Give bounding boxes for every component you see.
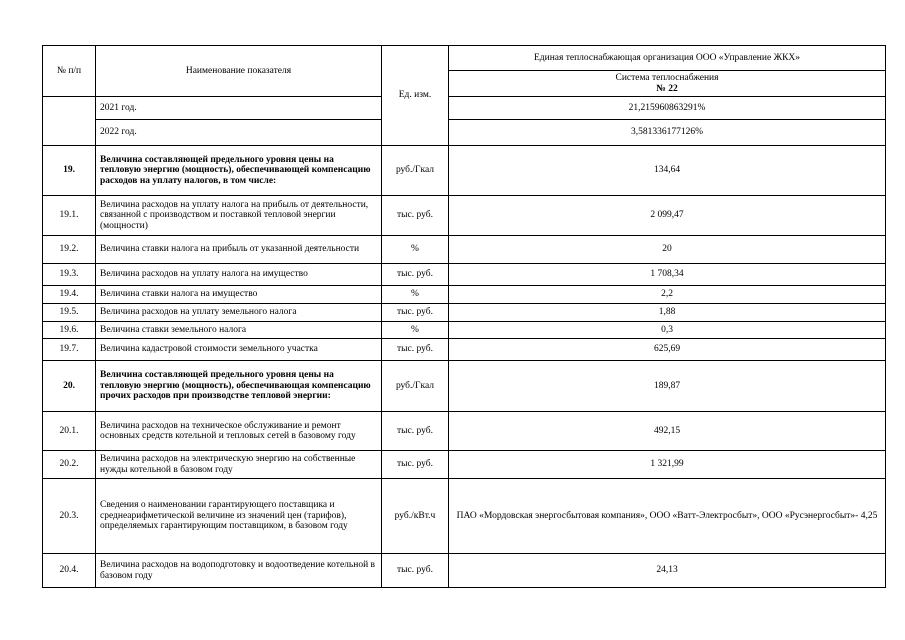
row-num: 20.2.	[43, 451, 96, 479]
row-unit: %	[382, 286, 449, 304]
table-row	[43, 412, 886, 451]
header-unit: Ед. изм.	[382, 46, 449, 146]
row-name: Величина расходов на электрическую энергию на собственные нужды котельной в базовом году	[96, 451, 382, 479]
header-name: Наименование показателя	[96, 46, 382, 97]
row-num: 19.4.	[43, 286, 96, 304]
row-name: Величина расходов на водоподготовку и водоотведение котельной в базовом году	[96, 554, 382, 588]
row-unit: тыс. руб.	[382, 554, 449, 588]
row-value: 1,88	[449, 304, 886, 322]
row-name: Сведения о наименовании гарантирующего поставщика и среднеарифметической величине из значений цен (тарифов), определяемых гарантирующим поставщиком, в базовом году	[96, 479, 382, 554]
header-system-line2: № 22	[656, 83, 678, 94]
row-num: 20.3.	[43, 479, 96, 554]
year-rows-num	[43, 97, 96, 146]
row-name: Величина расходов на уплату налога на имущество	[96, 264, 382, 286]
row-value: 2,2	[449, 286, 886, 304]
row-unit: тыс. руб.	[382, 339, 449, 361]
row-num: 19.2.	[43, 236, 96, 264]
row-name: Величина ставки налога на прибыль от указанной деятельности	[96, 236, 382, 264]
row-num: 20.1.	[43, 412, 96, 451]
row-num: 19.7.	[43, 339, 96, 361]
row-unit: тыс. руб.	[382, 451, 449, 479]
row-unit: тыс. руб.	[382, 304, 449, 322]
header-system	[449, 71, 886, 97]
row-unit: %	[382, 236, 449, 264]
row-value: 3,581336177126%	[449, 120, 886, 146]
row-value: 20	[449, 236, 886, 264]
row-num: 19.	[43, 146, 96, 196]
row-num: 19.1.	[43, 196, 96, 236]
row-value: 0,3	[449, 322, 886, 339]
row-value: 2 099,47	[449, 196, 886, 236]
row-num: 19.3.	[43, 264, 96, 286]
row-unit: руб./кВт.ч	[382, 479, 449, 554]
row-num: 20.	[43, 361, 96, 412]
row-name: 2022 год.	[96, 120, 382, 146]
header-system-line1: Система теплоснабжения	[615, 73, 719, 83]
row-value: 492,15	[449, 412, 886, 451]
row-name: Величина расходов на уплату земельного налога	[96, 304, 382, 322]
table-row	[43, 146, 886, 196]
table-row	[43, 236, 886, 264]
row-unit: руб./Гкал	[382, 146, 449, 196]
table-row	[43, 451, 886, 479]
tariff-table	[42, 45, 886, 588]
row-value: ПАО «Мордовская энергосбытовая компания», ООО «Ватт-Электросбыт», ООО «Русэнергосбыт»- 4,25	[449, 479, 886, 554]
row-value: 1 321,99	[449, 451, 886, 479]
row-value: 189,87	[449, 361, 886, 412]
row-unit: тыс. руб.	[382, 264, 449, 286]
row-unit: тыс. руб.	[382, 412, 449, 451]
row-num: 19.5.	[43, 304, 96, 322]
row-value: 24,13	[449, 554, 886, 588]
header-row	[43, 46, 886, 71]
table-row	[43, 304, 886, 322]
row-value: 1 708,34	[449, 264, 886, 286]
row-name: Величина составляющей предельного уровня цены на тепловую энергию (мощность), обеспечивающей компенсацию расходов на уплату налогов, в том числе:	[96, 146, 382, 196]
row-name: Величина кадастровой стоимости земельного участка	[96, 339, 382, 361]
row-num: 19.6.	[43, 322, 96, 339]
row-name: Величина ставки земельного налога	[96, 322, 382, 339]
table-row	[43, 339, 886, 361]
table-row	[43, 361, 886, 412]
row-name: Величина ставки налога на имущество	[96, 286, 382, 304]
row-unit: %	[382, 322, 449, 339]
row-name: 2021 год.	[96, 97, 382, 120]
table-row	[43, 120, 886, 146]
row-unit: руб./Гкал	[382, 361, 449, 412]
table-row	[43, 97, 886, 120]
row-value: 625,69	[449, 339, 886, 361]
row-value: 21,215960863291%	[449, 97, 886, 120]
row-name: Величина составляющей предельного уровня цены на тепловую энергию (мощность), обеспечивающая компенсацию прочих расходов при производстве тепловой энергии:	[96, 361, 382, 412]
table-row	[43, 322, 886, 339]
row-num: 20.4.	[43, 554, 96, 588]
row-name: Величина расходов на техническое обслуживание и ремонт основных средств котельной и тепловых сетей в базовому году	[96, 412, 382, 451]
row-value: 134,64	[449, 146, 886, 196]
row-name: Величина расходов на уплату налога на прибыль от деятельности, связанной с производством и поставкой тепловой энергии (мощности)	[96, 196, 382, 236]
table-row	[43, 479, 886, 554]
table-row	[43, 286, 886, 304]
row-unit: тыс. руб.	[382, 196, 449, 236]
table-row	[43, 196, 886, 236]
header-num: № п/п	[43, 46, 96, 97]
header-org: Единая теплоснабжающая организация ООО «Управление ЖКХ»	[449, 46, 886, 71]
table-row	[43, 554, 886, 588]
table-row	[43, 264, 886, 286]
